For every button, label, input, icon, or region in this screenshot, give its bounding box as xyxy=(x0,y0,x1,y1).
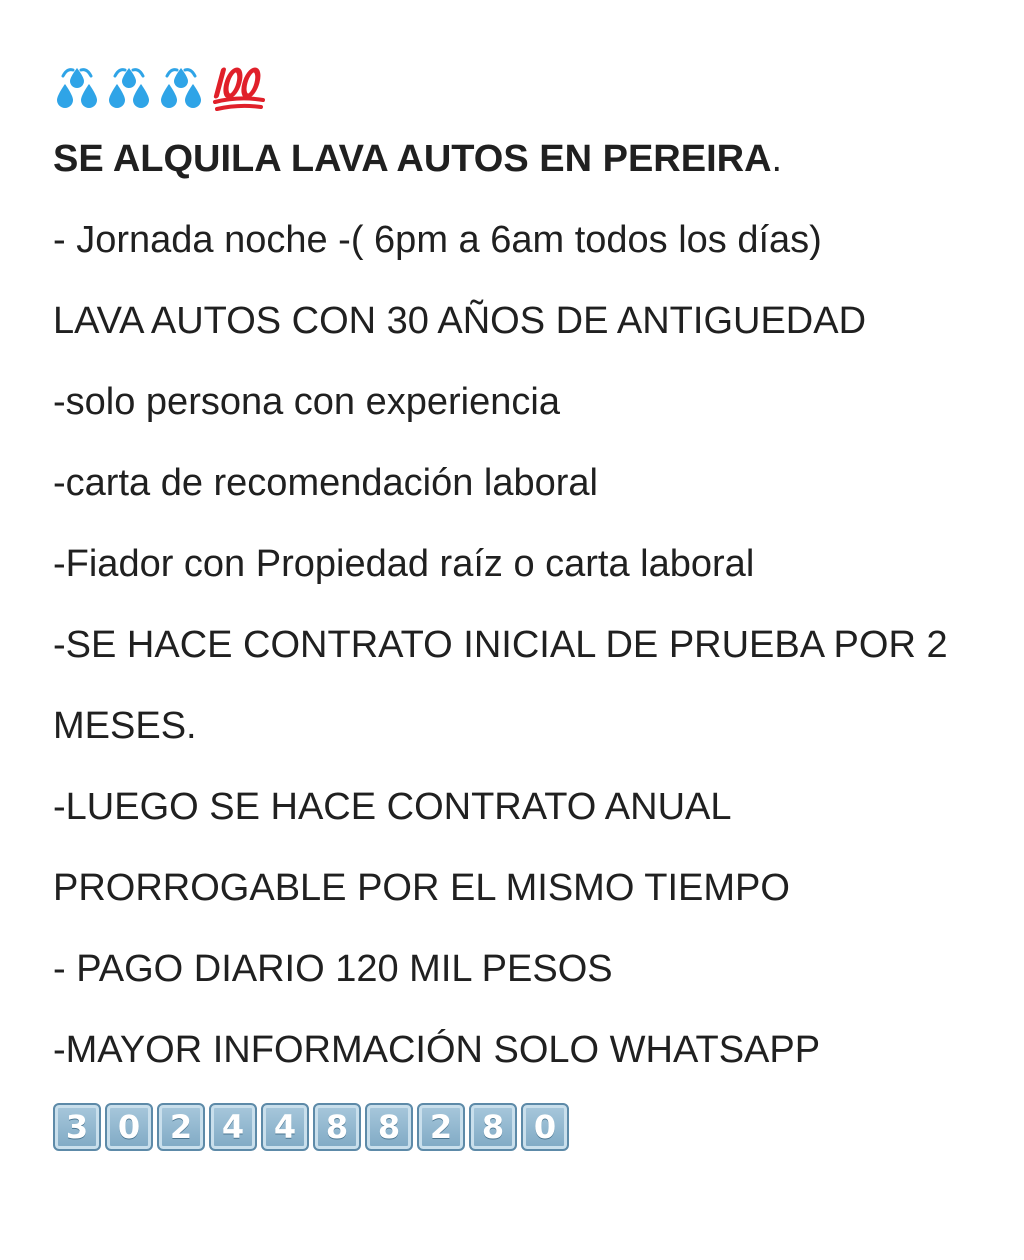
keycap-digit: 4 xyxy=(261,1103,309,1151)
keycap-digit: 2 xyxy=(157,1103,205,1151)
post-line-whatsapp: -MAYOR INFORMACIÓN SOLO WHATSAPP xyxy=(53,1029,821,1071)
post-title-text: SE ALQUILA LAVA AUTOS EN PEREIRA xyxy=(53,138,772,180)
post-line-trial-months: MESES. xyxy=(53,705,197,747)
keycap-digit: 4 xyxy=(209,1103,257,1151)
post-body xyxy=(53,60,1003,1151)
keycap-digit: 8 xyxy=(469,1103,517,1151)
post-line-experience: -solo persona con experiencia xyxy=(53,381,560,423)
post-line-guarantor: -Fiador con Propiedad raíz o carta laboral xyxy=(53,543,755,585)
post-title xyxy=(53,119,1003,200)
keycap-digit: 8 xyxy=(313,1103,361,1151)
post-line-recommendation: -carta de recomendación laboral xyxy=(53,462,598,504)
keycap-digit: 0 xyxy=(521,1103,569,1151)
sweat-droplets-icon xyxy=(157,64,205,112)
post-line-trial-contract: -SE HACE CONTRATO INICIAL DE PRUEBA POR 2 xyxy=(53,624,948,666)
sweat-droplets-icon xyxy=(53,64,101,112)
emoji-row xyxy=(53,60,1003,116)
post-title-period: . xyxy=(771,138,783,180)
keycap-digit: 2 xyxy=(417,1103,465,1151)
hundred-points-icon xyxy=(209,64,267,112)
post-line-daily-pay: - PAGO DIARIO 120 MIL PESOS xyxy=(53,948,613,990)
post-line-antiquity: LAVA AUTOS CON 30 AÑOS DE ANTIGUEDAD xyxy=(53,300,867,342)
post-line-annual-contract: -LUEGO SE HACE CONTRATO ANUAL xyxy=(53,786,732,828)
sweat-droplets-icon xyxy=(105,64,153,112)
post-line-extendable: PRORROGABLE POR EL MISMO TIEMPO xyxy=(53,867,790,909)
keycap-digit: 0 xyxy=(105,1103,153,1151)
post-line-schedule: - Jornada noche -( 6pm a 6am todos los días) xyxy=(53,219,822,261)
phone-number-keycaps xyxy=(53,1103,1003,1151)
keycap-digit: 8 xyxy=(365,1103,413,1151)
keycap-digit: 3 xyxy=(53,1103,101,1151)
